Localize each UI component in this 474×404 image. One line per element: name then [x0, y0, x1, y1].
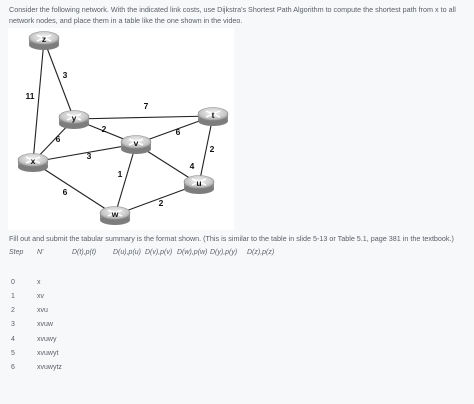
- router-node-x: [18, 154, 48, 173]
- network-diagram: [8, 28, 234, 230]
- question-intro-text: Consider the following network. With the indicated link costs, use Dijkstra's Shortest Path Algorithm to compute the shortest path from x to all network nodes, and place them in a table like the one shown in the video.: [9, 5, 456, 25]
- link-y-t: [74, 116, 213, 119]
- link-cost-label: 11: [25, 91, 35, 101]
- link-cost-label: 4: [189, 161, 195, 171]
- row-step: 5: [11, 350, 15, 357]
- row-nprime: xvuw: [37, 321, 53, 328]
- header-w: D(w),p(w): [177, 249, 208, 256]
- row-nprime: x: [37, 279, 41, 286]
- header-y: D(y),p(y): [210, 249, 238, 256]
- router-node-u: [184, 176, 214, 195]
- link-cost-label: 2: [101, 124, 107, 134]
- row-step: 2: [11, 307, 15, 314]
- router-label: z: [41, 34, 47, 44]
- router-label: t: [211, 110, 215, 120]
- row-step: 6: [11, 364, 15, 371]
- router-label: u: [196, 178, 202, 188]
- link-cost-label: 1: [117, 169, 123, 179]
- link-cost-label: 7: [143, 101, 149, 111]
- row-nprime: xv: [37, 293, 44, 300]
- link-cost-label: 6: [55, 134, 61, 144]
- row-step: 0: [11, 279, 15, 286]
- header-z: D(z),p(z): [247, 249, 275, 256]
- router-label: y: [71, 113, 77, 123]
- link-z-x: [33, 40, 44, 162]
- router-label: v: [133, 138, 139, 148]
- link-cost-label: 3: [62, 70, 68, 80]
- router-node-y: [59, 111, 89, 130]
- header-step: Step: [9, 249, 24, 256]
- router-node-v: [121, 136, 151, 155]
- header-nprime: N': [37, 249, 44, 256]
- row-nprime: xvuwy: [37, 336, 57, 343]
- link-cost-label: 2: [209, 144, 215, 154]
- header-u: D(u),p(u): [113, 249, 142, 256]
- header-v: D(v),p(v): [145, 249, 173, 256]
- router-label: w: [111, 209, 119, 219]
- link-cost-label: 2: [158, 198, 164, 208]
- row-nprime: xvuwytz: [37, 364, 62, 371]
- row-nprime: xvuwyt: [37, 350, 59, 357]
- router-label: x: [30, 156, 36, 166]
- link-x-v: [33, 144, 136, 162]
- row-nprime: xvu: [37, 307, 48, 314]
- link-z-y: [44, 40, 74, 119]
- link-cost-label: 6: [175, 127, 181, 137]
- network-graph-svg: [8, 28, 234, 230]
- header-t: D(t),p(t): [72, 249, 97, 256]
- link-cost-label: 6: [62, 187, 68, 197]
- row-step: 3: [11, 321, 15, 328]
- row-step: 1: [11, 293, 15, 300]
- link-cost-label: 3: [86, 151, 92, 161]
- router-node-z: [29, 32, 59, 51]
- router-node-w: [100, 207, 130, 226]
- link-x-w: [33, 162, 115, 215]
- row-step: 4: [11, 336, 15, 343]
- instruction-text: Fill out and submit the tabular summary is the format shown. (This is similar to the table in slide 5-13 or Table 5.1, page 381 in the textbook.): [9, 234, 454, 243]
- link-v-w: [115, 144, 136, 215]
- router-node-t: [198, 108, 228, 127]
